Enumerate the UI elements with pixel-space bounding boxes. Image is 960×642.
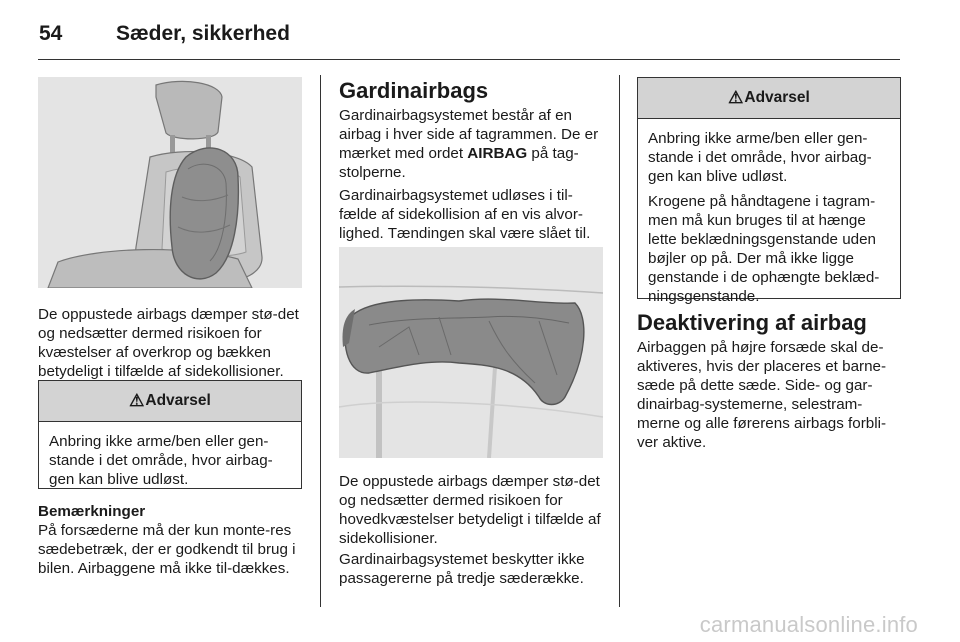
warning-box-col1 [38,380,302,489]
warning-header [638,78,900,119]
warning-title: Advarsel [145,392,211,409]
curtain-airbag-illustration [339,247,603,458]
column-divider-2 [619,75,620,607]
page-number: 54 [39,22,63,45]
warning-text-2: Krogene på håndtagene i tagram-men må kun bruges til at hænge lette beklædningsgenstande uden bøjler op på. Der må ikke ligge genstande i de ophængte beklæd-ningsgenstande. [648,193,880,305]
warning-triangle-icon: ⚠ [129,391,145,410]
deactivation-paragraph: Airbaggen på højre forsæde skal de-aktiveres, hvis der placeres et barne-sæde på dette sæde. Side- og gar-dinairbag-systemerne, selestram-merne og alle førerens airbags forbli-ver aktive. [637,339,887,451]
column-divider-1 [320,75,321,607]
warning-text-1: Anbring ikke arme/ben eller gen-stande i det område, hvor airbag-gen kan blive udløst. [648,130,872,185]
note-heading: Bemærkninger [38,503,146,520]
p1-text-end: på tag-stolperne. [339,145,579,181]
section-heading-curtain-airbags: Gardinairbags [339,78,489,103]
curtain-airbag-caption: De oppustede airbags dæmper stø-det og nedsætter dermed risikoen for hovedkvæstelser betydeligt i tilfælde af sidekollisioner. [339,473,601,547]
p1-text: Gardinairbagsystemet består af en airbag i hver side af tagrammen. De er mærket med ordet [339,107,599,162]
page-header [0,0,960,62]
seat-side-airbag-illustration [38,77,302,288]
seat-airbag-drawing [38,77,302,288]
warning-body [638,119,900,320]
warning-title: Advarsel [744,89,810,106]
seat-airbag-caption: De oppustede airbags dæmper stø-det og nedsætter dermed risikoen for kvæstelser af overkrop og bækken betydeligt i tilfælde af sidekollisioner. [38,306,299,380]
watermark: carmanualsonline.info [699,612,918,637]
warning-header [39,381,301,422]
warning-box-col3 [637,77,901,305]
warning-triangle-icon: ⚠ [728,88,744,107]
header-rule [38,59,900,60]
curtain-airbag-drawing [339,247,603,458]
note-text: På forsæderne må der kun monte-res sædebetræk, der er godkendt til brug i bilen. Airbaggene må ikke til-dækkes. [38,522,296,577]
page-title: Sæder, sikkerhed [116,22,290,45]
warning-body [39,422,301,503]
section-heading-deactivation: Deaktivering af airbag [637,310,867,335]
airbag-marking-text: AIRBAG [467,145,528,162]
curtain-airbag-paragraph-1 [339,106,603,182]
curtain-airbag-paragraph-2: Gardinairbagsystemet udløses i til-fælde af sidekollision af en vis alvor-lighed. Tændingen skal være slået til. [339,187,591,242]
warning-text: Anbring ikke arme/ben eller gen-stande i det område, hvor airbag-gen kan blive udløst. [49,433,273,488]
curtain-airbag-paragraph-3: Gardinairbagsystemet beskytter ikke passagererne på tredje sæderække. [339,551,585,587]
